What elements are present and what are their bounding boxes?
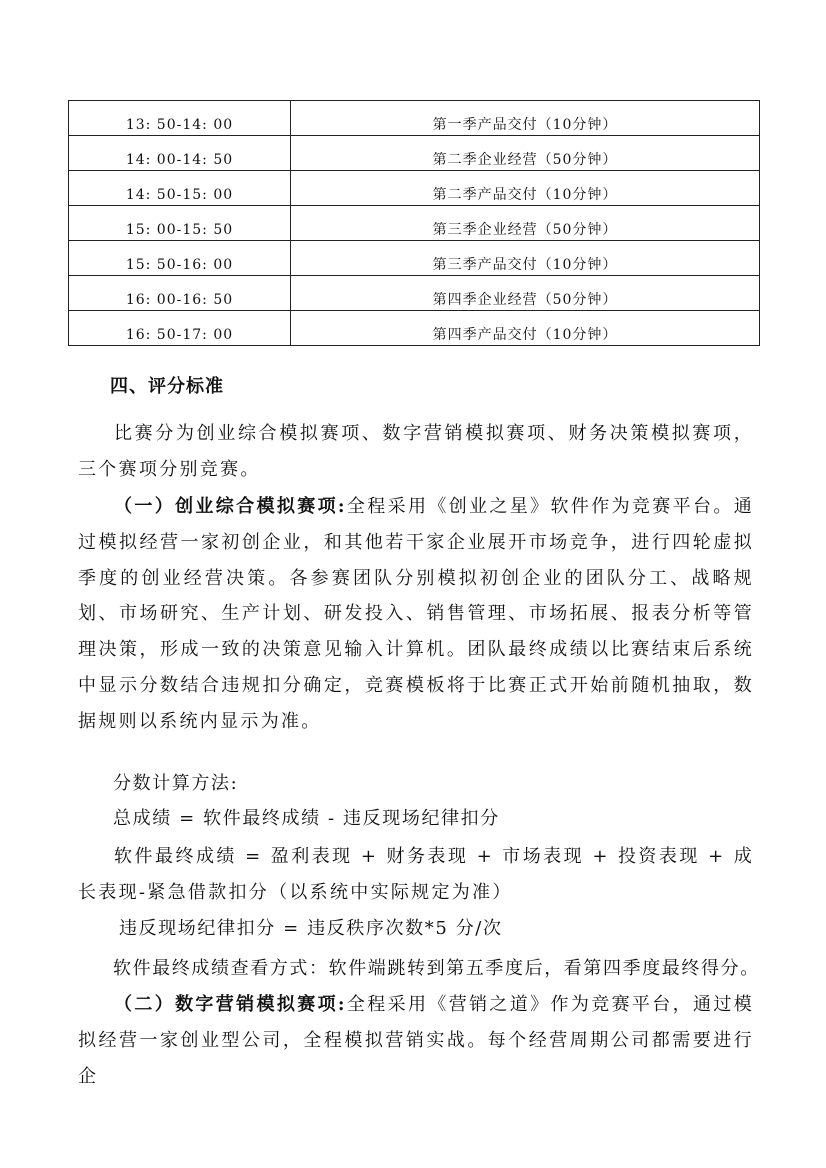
- activity-cell: 第一季产品交付（10分钟）: [291, 101, 760, 136]
- table-row: [69, 171, 760, 206]
- formula-total: 总成绩 = 软件最终成绩 - 违反现场纪律扣分: [113, 808, 500, 829]
- activity-cell: 第三季产品交付（10分钟）: [291, 241, 760, 276]
- formula-software: 软件最终成绩 = 盈利表现 + 财务表现 + 市场表现 + 投资表现 + 成长表现-紧急借款扣分（以系统中实际规定为准）: [78, 846, 754, 903]
- time-cell: 14: 50-15: 00: [69, 171, 291, 206]
- time-cell: 16: 50-17: 00: [69, 311, 291, 346]
- section-heading: 四、评分标准: [110, 376, 224, 397]
- activity-cell: 第三季企业经营（50分钟）: [291, 206, 760, 241]
- activity-cell: 第二季产品交付（10分钟）: [291, 171, 760, 206]
- sub2-paragraph: [78, 987, 754, 1094]
- time-cell: 15: 00-15: 50: [69, 206, 291, 241]
- table-row: [69, 311, 760, 346]
- intro-paragraph: 比赛分为创业综合模拟赛项、数字营销模拟赛项、财务决策模拟赛项，三个赛项分别竞赛。: [78, 423, 754, 480]
- table-row: [69, 206, 760, 241]
- time-cell: 13: 50-14: 00: [69, 101, 291, 136]
- table-row: [69, 101, 760, 136]
- sub2-title: （二）数字营销模拟赛项:: [114, 994, 347, 1015]
- sub2-body: 全程采用《营销之道》作为竞赛平台，通过模拟经营一家创业型公司，全程模拟营销实战。每个经营周期公司都需要进行企: [78, 994, 755, 1087]
- time-cell: 14: 00-14: 50: [69, 136, 291, 171]
- schedule-table: [68, 100, 760, 346]
- table-row: [69, 241, 760, 276]
- sub1-body: 全程采用《创业之星》软件作为竞赛平台。通过模拟经营一家初创企业，和其他若干家企业展开市场竞争，进行四轮虚拟季度的创业经营决策。各参赛团队分别模拟初创企业的团队分工、战略规划、市场研究、生产计划、研发投入、销售管理、市场拓展、报表分析等管理决策，形成一致的决策意见输入计算机。团队最终成绩以比赛结束后系统中显示分数结合违规扣分确定，竞赛模板将于比赛正式开始前随机抽取，数据规则以系统内显示为准。: [78, 496, 755, 732]
- table-row: [69, 276, 760, 311]
- time-cell: 16: 00-16: 50: [69, 276, 291, 311]
- sub1-paragraph: [78, 489, 754, 740]
- formula-penalty: 违反现场纪律扣分 = 违反秩序次数*5 分/次: [119, 918, 503, 939]
- table-row: [69, 136, 760, 171]
- sub1-title: （一）创业综合模拟赛项:: [114, 496, 347, 517]
- view-method: 软件最终成绩查看方式：软件端跳转到第五季度后，看第四季度最终得分。: [113, 958, 760, 979]
- activity-cell: 第四季企业经营（50分钟）: [291, 276, 760, 311]
- activity-cell: 第四季产品交付（10分钟）: [291, 311, 760, 346]
- calc-method-label: 分数计算方法:: [113, 773, 239, 794]
- activity-cell: 第二季企业经营（50分钟）: [291, 136, 760, 171]
- time-cell: 15: 50-16: 00: [69, 241, 291, 276]
